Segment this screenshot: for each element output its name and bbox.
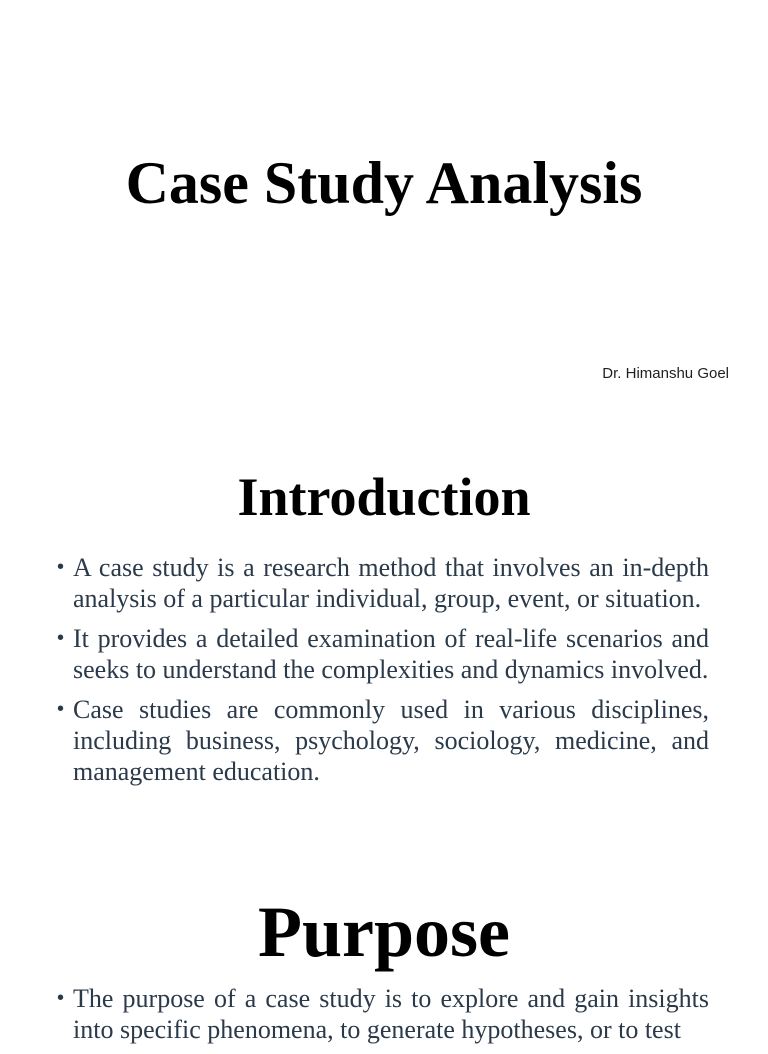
bullet-icon: • [57,698,65,720]
bullet-text: Case studies are commonly used in various disciplines, including business, psychology, sociology, medicine, and management education. [73,695,709,786]
bullet-icon: • [57,556,65,578]
purpose-heading: Purpose [258,892,510,972]
page-title: Case Study Analysis [125,150,643,216]
bullet-text: A case study is a research method that involves an in-depth analysis of a particular individual, group, event, or situation. [73,553,709,613]
bullet-text: The purpose of a case study is to explore and gain insights into specific phenomena, to generate hypotheses, or to test [73,984,709,1044]
purpose-bullet [57,983,709,1045]
introduction-bullet [57,623,709,685]
introduction-bullet [57,552,709,614]
introduction-heading: Introduction [237,467,531,527]
author-name: Dr. Himanshu Goel [602,365,729,382]
bullet-icon: • [57,627,65,649]
introduction-bullet [57,694,709,787]
bullet-text: It provides a detailed examination of real-life scenarios and seeks to understand the complexities and dynamics involved. [73,624,709,684]
introduction-bullet-list [57,552,709,796]
purpose-bullet-list [57,983,709,1054]
bullet-icon: • [57,987,65,1009]
